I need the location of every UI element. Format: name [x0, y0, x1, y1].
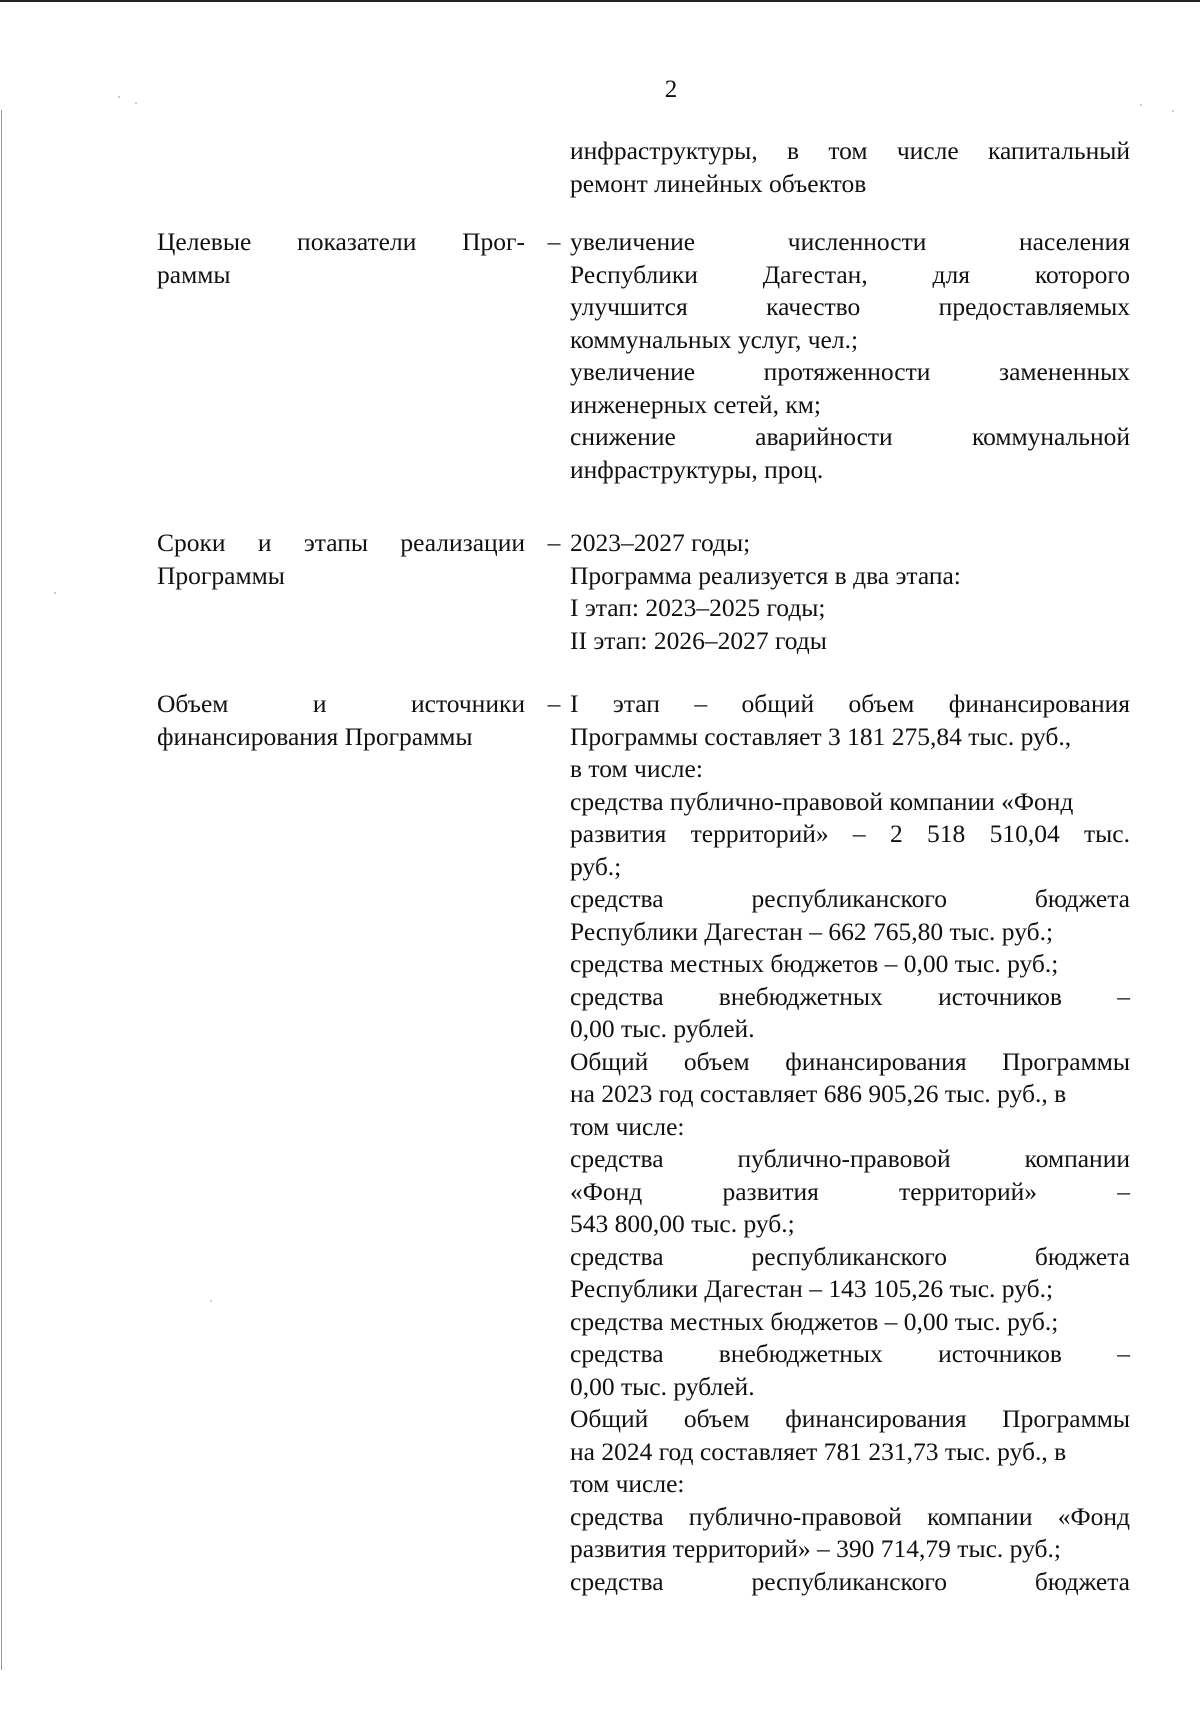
text-line: Республики Дагестан – 662 765,80 тыс. руб.; [570, 916, 1054, 946]
text-line: Республики Дагестан – 143 105,26 тыс. руб.; [570, 1274, 1054, 1303]
text-line: ремонт линейных объектов [570, 168, 867, 198]
text-line: инфраструктуры, в том числе капитальный [570, 136, 1130, 165]
text-line: средства республиканского бюджета [570, 1566, 1130, 1596]
label-line: Объем и источники [157, 689, 525, 718]
text-line: развития территорий» – 390 714,79 тыс. руб.; [570, 1534, 1061, 1563]
text-line: Общий объем финансирования Программы [570, 1046, 1130, 1076]
text-line: средства публично-правовой компании [570, 1144, 1130, 1173]
text-line: Общий объем финансирования Программы [570, 1404, 1130, 1433]
text-line: I этап – общий объем финансирования [570, 689, 1130, 718]
row-dash: – [547, 528, 561, 557]
text-line: средства публично-правовой компании «Фонд [570, 786, 1074, 816]
row-value [570, 226, 1130, 486]
text-line: руб.; [570, 851, 622, 881]
text-line: 0,00 тыс. рублей. [570, 1014, 755, 1043]
text-line: том числе: [570, 1111, 685, 1141]
continuation-text [570, 135, 1130, 200]
text-line: увеличение численности населения [570, 227, 1130, 256]
text-line: том числе: [570, 1469, 685, 1498]
text-line: инженерных сетей, км; [570, 389, 821, 419]
row-value [570, 527, 1130, 657]
label-line: Целевые показатели Прог- [157, 227, 525, 256]
text-line: средства внебюджетных источников – [570, 981, 1130, 1011]
text-line: коммунальных услуг, чел.; [570, 324, 859, 354]
text-line: снижение аварийности коммунальной [570, 422, 1130, 451]
text-line: 0,00 тыс. рублей. [570, 1371, 755, 1401]
text-line: Программы составляет 3 181 275,84 тыс. руб., [570, 721, 1072, 751]
text-line: средства республиканского бюджета [570, 1241, 1130, 1271]
row-value [570, 688, 1130, 1598]
row-label [157, 688, 525, 753]
page-number: 2 [664, 76, 678, 103]
label-line: Программы [157, 560, 285, 590]
row-dash: – [547, 689, 561, 718]
label-line: финансирования Программы [157, 721, 473, 751]
text-line: увеличение протяженности замененных [570, 357, 1130, 386]
text-line: инфраструктуры, проц. [570, 454, 824, 484]
row-label [157, 527, 525, 592]
text-line: средства местных бюджетов – 0,00 тыс. руб.; [570, 949, 1059, 978]
text-line: на 2023 год составляет 686 905,26 тыс. руб., в [570, 1079, 1067, 1108]
text-line: «Фонд развития территорий» – [570, 1176, 1130, 1206]
text-line: 2023–2027 годы; [570, 528, 751, 557]
text-line: на 2024 год составляет 781 231,73 тыс. руб., в [570, 1436, 1067, 1466]
text-line: улучшится качество предоставляемых [570, 292, 1130, 321]
text-line: средства республиканского бюджета [570, 884, 1130, 913]
text-line: II этап: 2026–2027 годы [570, 625, 827, 655]
label-line: Сроки и этапы реализации [157, 528, 525, 557]
text-line: Республики Дагестан, для которого [570, 259, 1130, 289]
text-line: средства публично-правовой компании «Фонд [570, 1501, 1130, 1531]
text-line: I этап: 2023–2025 годы; [570, 593, 826, 622]
row-label [157, 226, 525, 291]
text-line: средства местных бюджетов – 0,00 тыс. руб.; [570, 1306, 1059, 1336]
label-line: раммы [157, 259, 231, 289]
text-line: 543 800,00 тыс. руб.; [570, 1209, 795, 1238]
text-line: средства внебюджетных источников – [570, 1339, 1130, 1368]
text-line: Программа реализуется в два этапа: [570, 560, 961, 590]
text-line: в том числе: [570, 754, 703, 783]
row-dash: – [547, 227, 561, 256]
text-line: развития территорий» – 2 518 510,04 тыс. [570, 819, 1130, 848]
